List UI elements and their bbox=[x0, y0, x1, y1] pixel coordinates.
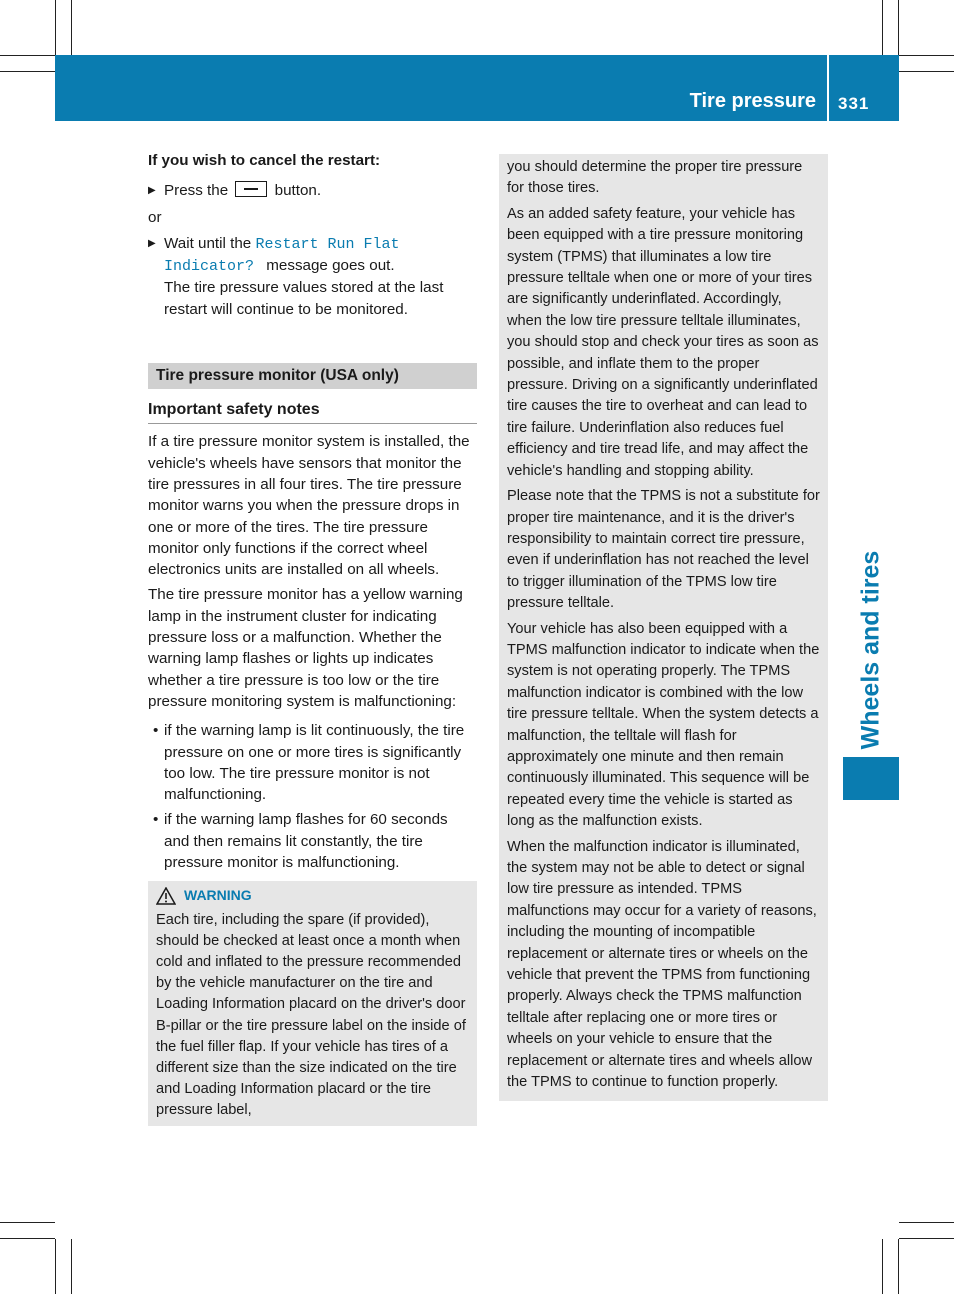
warning-header bbox=[156, 885, 469, 906]
crop-mark bbox=[0, 55, 55, 56]
warning-box bbox=[148, 881, 477, 1125]
step-detail: The tire pressure values stored at the last restart will continue to be monitored. bbox=[164, 279, 444, 318]
crop-mark bbox=[0, 1238, 55, 1239]
crop-mark bbox=[898, 0, 899, 55]
warning-text: Each tire, including the spare (if provided), should be checked at least once a month when cold and inflated to the pressure recommended by the vehicle manufacturer on the tire and Loading Information placard on the driver's door B-pillar or the tire pressure label on the inside of the fuel filler flap. If your vehicle has tires of a different size than the size indicated on the tire and Loading Information placard or the tire pressure label, bbox=[156, 911, 466, 1119]
step-arrow-icon: ▶ bbox=[148, 185, 156, 197]
step-press-button: ▶ Press the button. bbox=[148, 180, 477, 201]
crop-mark bbox=[899, 55, 954, 56]
crop-mark bbox=[0, 71, 55, 72]
paragraph: If a tire pressure monitor system is installed, the vehicle's wheels have sensors that monitor the tire pressures in all four tires. The tire pressure monitor warns you when the pressure drops in one or more of the tires. The tire pressure monitor only functions if the correct wheel electronics units are installed on all wheels. bbox=[148, 433, 470, 579]
crop-mark bbox=[882, 1239, 883, 1294]
display-message-line2: Indicator? bbox=[164, 258, 255, 276]
crop-mark bbox=[71, 0, 72, 55]
crop-mark bbox=[0, 1222, 55, 1223]
crop-mark bbox=[898, 1239, 899, 1294]
step-wait-message: ▶ Wait until the Restart Run Flat Indicator? message goes out. The tire pressure values stored at the last restart will continue to be monitored. bbox=[148, 233, 477, 320]
bullet-icon: • bbox=[153, 722, 159, 740]
or-text: or bbox=[148, 208, 162, 226]
list-item: • if the warning lamp is lit continuously, the tire pressure on one or more tires is significantly too low. The tire pressure monitor is not malfunctioning. bbox=[153, 722, 465, 804]
paragraph: Your vehicle has also been equipped with a TPMS malfunction indicator to indicate when the system is not operating properly. The TPMS malfunction indicator is combined with the low tire pressure telltale. When the system detects a malfunction, the telltale will flash for approximately one minute and then remain continuously illuminated. This sequence will be repeated every time the vehicle is started as long as the malfunction exists. bbox=[507, 620, 820, 830]
side-tab-marker bbox=[843, 757, 899, 800]
page-number: 331 bbox=[838, 94, 870, 113]
crop-mark bbox=[899, 71, 954, 72]
paragraph: you should determine the proper tire pressure for those tires. bbox=[507, 159, 803, 197]
crop-mark bbox=[71, 1239, 72, 1294]
paragraph: The tire pressure monitor has a yellow warning lamp in the instrument cluster for indicating pressure loss or a malfunction. Whether the warning lamp flashes or lights up indicates whether a tire pressure is too low or the tire pressure monitoring system is malfunctioning: bbox=[148, 586, 463, 710]
crop-mark bbox=[899, 1238, 954, 1239]
warning-label: WARNING bbox=[184, 887, 252, 904]
cancel-heading: If you wish to cancel the restart: bbox=[148, 152, 381, 169]
left-column bbox=[148, 150, 477, 1126]
paragraph: When the malfunction indicator is illuminated, the system may not be able to detect or signal low tire pressure as intended. TPMS malfunctions may occur for a variety of reasons, including the mounting of incompatible replacement or alternate tires or wheels on the vehicle that prevent the TPMS from functioning properly. Always check the TPMS malfunction telltale after replacing one or more tires or wheels on your vehicle to ensure that the replacement or alternate tires and wheels allow the TPMS to continue to function properly. bbox=[507, 838, 817, 1091]
side-tab-label: Wheels and tires bbox=[856, 550, 885, 750]
bullet-icon: • bbox=[153, 811, 159, 829]
crop-mark bbox=[899, 1222, 954, 1223]
list-item: • if the warning lamp flashes for 60 seconds and then remains lit constantly, the tire pressure monitor is malfunctioning. bbox=[153, 811, 448, 872]
crop-mark bbox=[882, 0, 883, 55]
minus-button-icon bbox=[235, 181, 267, 197]
right-column-box bbox=[499, 154, 828, 1101]
section-title: Tire pressure monitor (USA only) bbox=[148, 363, 477, 389]
warning-triangle-icon bbox=[156, 887, 176, 905]
step-arrow-icon: ▶ bbox=[148, 237, 156, 249]
paragraph: Please note that the TPMS is not a substitute for proper tire maintenance, and it is the driver's responsibility to maintain correct tire pressure, even if underinflation has not reached the level to trigger illumination of the TPMS low tire pressure telltale. bbox=[507, 488, 820, 612]
header-title: Tire pressure bbox=[689, 90, 816, 112]
header-separator bbox=[827, 55, 829, 121]
display-message-line1: Restart Run Flat bbox=[255, 235, 400, 253]
subheading: Important safety notes bbox=[148, 399, 477, 424]
crop-mark bbox=[55, 1239, 56, 1294]
crop-mark bbox=[55, 0, 56, 55]
paragraph: As an added safety feature, your vehicle has been equipped with a tire pressure monitoring system (TPMS) that illuminates a low tire pressure telltale when one or more of your tires are significantly underinflated. Accordingly, when the low tire pressure telltale illuminates, you should stop and check your tires as soon as possible, and inflate them to the proper pressure. Driving on a significantly underinflated tire causes the tire to overheat and can lead to tire failure. Underinflation also reduces fuel efficiency and tire tread life, and may affect the vehicle's handling and stopping ability. bbox=[507, 205, 819, 479]
